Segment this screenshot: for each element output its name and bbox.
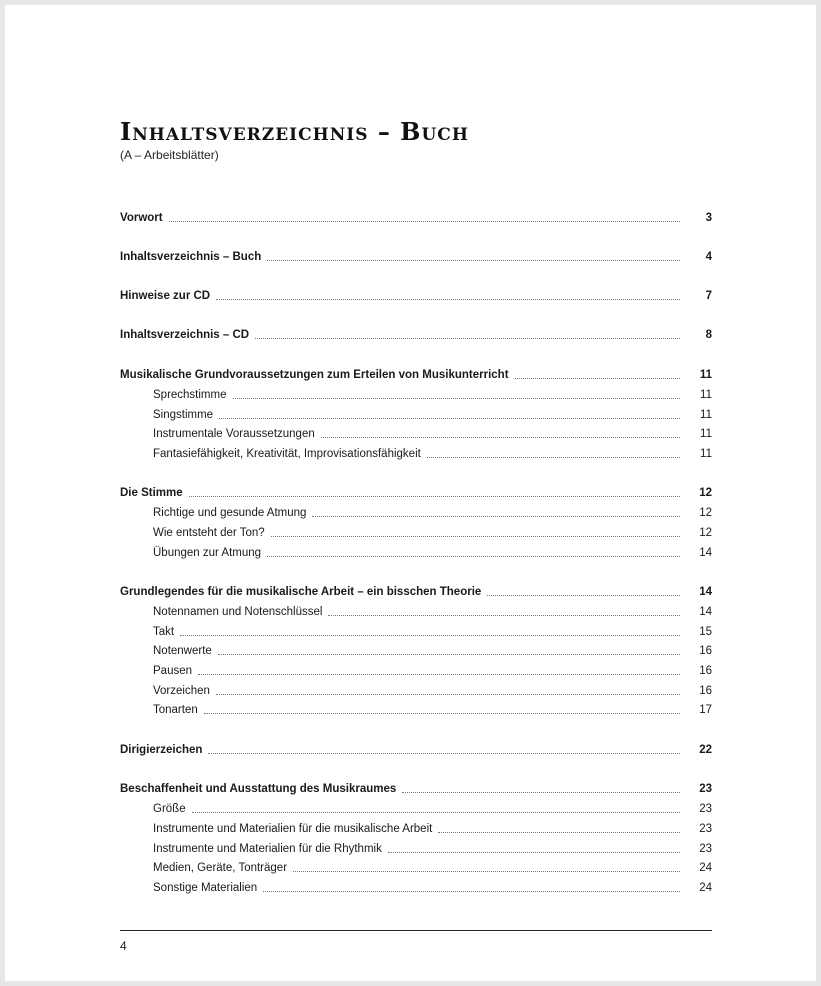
toc-entry-label: Dirigierzeichen xyxy=(120,744,203,756)
toc-entry-page: 14 xyxy=(699,586,712,598)
toc-entry-label: Beschaffenheit und Ausstattung des Musikraumes xyxy=(120,783,397,795)
dot-leader xyxy=(312,516,680,517)
toc-entry xyxy=(120,524,712,540)
toc-entry-page: 15 xyxy=(699,626,712,638)
dot-leader xyxy=(427,457,680,458)
toc-entry-page: 24 xyxy=(699,882,712,894)
dot-leader xyxy=(204,713,680,714)
toc-entry xyxy=(120,287,712,303)
dot-leader xyxy=(208,753,680,754)
toc-entry-label: Pausen xyxy=(153,665,193,677)
page-subtitle: (A – Arbeitsblätter) xyxy=(120,148,219,162)
dot-leader xyxy=(216,299,680,300)
toc-entry-label: Sprechstimme xyxy=(153,389,227,401)
toc-entry xyxy=(120,583,712,599)
dot-leader xyxy=(198,674,680,675)
toc-entry-label: Vorwort xyxy=(120,212,163,224)
toc-entry xyxy=(120,425,712,441)
dot-leader xyxy=(218,654,680,655)
toc-entry xyxy=(120,248,712,264)
page-title: Inhaltsverzeichnis – Buch xyxy=(120,117,469,146)
toc-entry xyxy=(120,326,712,342)
toc-entry-page: 8 xyxy=(705,329,712,341)
dot-leader xyxy=(487,595,680,596)
toc-entry-label: Takt xyxy=(153,626,175,638)
toc-entry xyxy=(120,209,712,225)
toc-entry-page: 22 xyxy=(699,744,712,756)
toc-entry xyxy=(120,504,712,520)
dot-leader xyxy=(438,832,680,833)
toc-entry xyxy=(120,741,712,757)
toc-entry-label: Notenwerte xyxy=(153,645,212,657)
dot-leader xyxy=(328,615,680,616)
toc-entry-page: 11 xyxy=(700,428,712,440)
toc-entry-label: Richtige und gesunde Atmung xyxy=(153,507,307,519)
toc-entry-page: 12 xyxy=(699,527,712,539)
dot-leader xyxy=(216,694,680,695)
toc-entry xyxy=(120,682,712,698)
toc-entry-page: 14 xyxy=(699,547,712,559)
dot-leader xyxy=(219,418,680,419)
toc-entry xyxy=(120,406,712,422)
toc-entry-page: 12 xyxy=(699,507,712,519)
toc-entry xyxy=(120,800,712,816)
toc-entry-label: Notennamen und Notenschlüssel xyxy=(153,606,323,618)
toc-entry xyxy=(120,623,712,639)
toc-entry-page: 16 xyxy=(699,645,712,657)
toc-entry-label: Vorzeichen xyxy=(153,685,210,697)
dot-leader xyxy=(402,792,680,793)
toc-entry-page: 11 xyxy=(700,389,712,401)
footer-divider xyxy=(120,930,712,931)
toc-entry-page: 16 xyxy=(699,685,712,697)
toc-entry-label: Instrumente und Materialien für die Rhythmik xyxy=(153,843,382,855)
toc-entry-label: Singstimme xyxy=(153,409,214,421)
toc-entry-label: Die Stimme xyxy=(120,487,183,499)
toc-entry-page: 23 xyxy=(699,823,712,835)
toc-entry-page: 23 xyxy=(699,803,712,815)
toc-entry-page: 23 xyxy=(699,843,712,855)
toc-entry-page: 4 xyxy=(705,251,712,263)
dot-leader xyxy=(189,496,680,497)
dot-leader xyxy=(321,437,680,438)
toc-entry-page: 11 xyxy=(700,409,712,421)
toc-entry-label: Fantasiefähigkeit, Kreativität, Improvisationsfähigkeit xyxy=(153,448,421,460)
document-page xyxy=(5,5,816,981)
page-number: 4 xyxy=(120,939,127,953)
dot-leader xyxy=(255,338,680,339)
toc-entry-page: 16 xyxy=(699,665,712,677)
toc-entry xyxy=(120,859,712,875)
toc-entry xyxy=(120,662,712,678)
toc-entry-page: 24 xyxy=(699,862,712,874)
toc-entry-page: 12 xyxy=(699,487,712,499)
dot-leader xyxy=(515,378,680,379)
toc-entry-label: Inhaltsverzeichnis – Buch xyxy=(120,251,262,263)
toc-entry xyxy=(120,840,712,856)
toc-entry-label: Hinweise zur CD xyxy=(120,290,211,302)
dot-leader xyxy=(388,852,680,853)
toc-entry xyxy=(120,780,712,796)
dot-leader xyxy=(233,398,681,399)
toc-entry xyxy=(120,820,712,836)
dot-leader xyxy=(267,556,680,557)
dot-leader xyxy=(169,221,680,222)
toc-entry-label: Inhaltsverzeichnis – CD xyxy=(120,329,250,341)
dot-leader xyxy=(180,635,680,636)
toc-entry xyxy=(120,603,712,619)
toc-entry xyxy=(120,445,712,461)
toc-entry-page: 3 xyxy=(705,212,712,224)
dot-leader xyxy=(267,260,680,261)
toc-entry-page: 17 xyxy=(699,704,712,716)
dot-leader xyxy=(293,871,680,872)
dot-leader xyxy=(271,536,680,537)
toc-entry-label: Instrumentale Voraussetzungen xyxy=(153,428,315,440)
toc-entry-label: Instrumente und Materialien für die musikalische Arbeit xyxy=(153,823,433,835)
toc-entry-label: Medien, Geräte, Tonträger xyxy=(153,862,288,874)
toc-entry-page: 11 xyxy=(699,369,712,381)
toc-entry-page: 23 xyxy=(699,783,712,795)
toc-entry-page: 7 xyxy=(705,290,712,302)
toc-entry xyxy=(120,701,712,717)
toc-entry-label: Sonstige Materialien xyxy=(153,882,258,894)
toc-entry xyxy=(120,386,712,402)
toc-entry-page: 11 xyxy=(700,448,712,460)
dot-leader xyxy=(192,812,680,813)
toc-entry-label: Übungen zur Atmung xyxy=(153,547,262,559)
toc-entry-label: Grundlegendes für die musikalische Arbeit – ein bisschen Theorie xyxy=(120,586,482,598)
dot-leader xyxy=(263,891,680,892)
toc-entry-label: Musikalische Grundvoraussetzungen zum Erteilen von Musikunterricht xyxy=(120,369,509,381)
toc-entry-page: 14 xyxy=(699,606,712,618)
toc-entry xyxy=(120,484,712,500)
toc-entry xyxy=(120,642,712,658)
toc-entry-label: Wie entsteht der Ton? xyxy=(153,527,265,539)
toc-entry-label: Tonarten xyxy=(153,704,198,716)
toc-entry xyxy=(120,544,712,560)
toc-entry xyxy=(120,879,712,895)
toc-entry xyxy=(120,366,712,382)
toc-entry-label: Größe xyxy=(153,803,186,815)
